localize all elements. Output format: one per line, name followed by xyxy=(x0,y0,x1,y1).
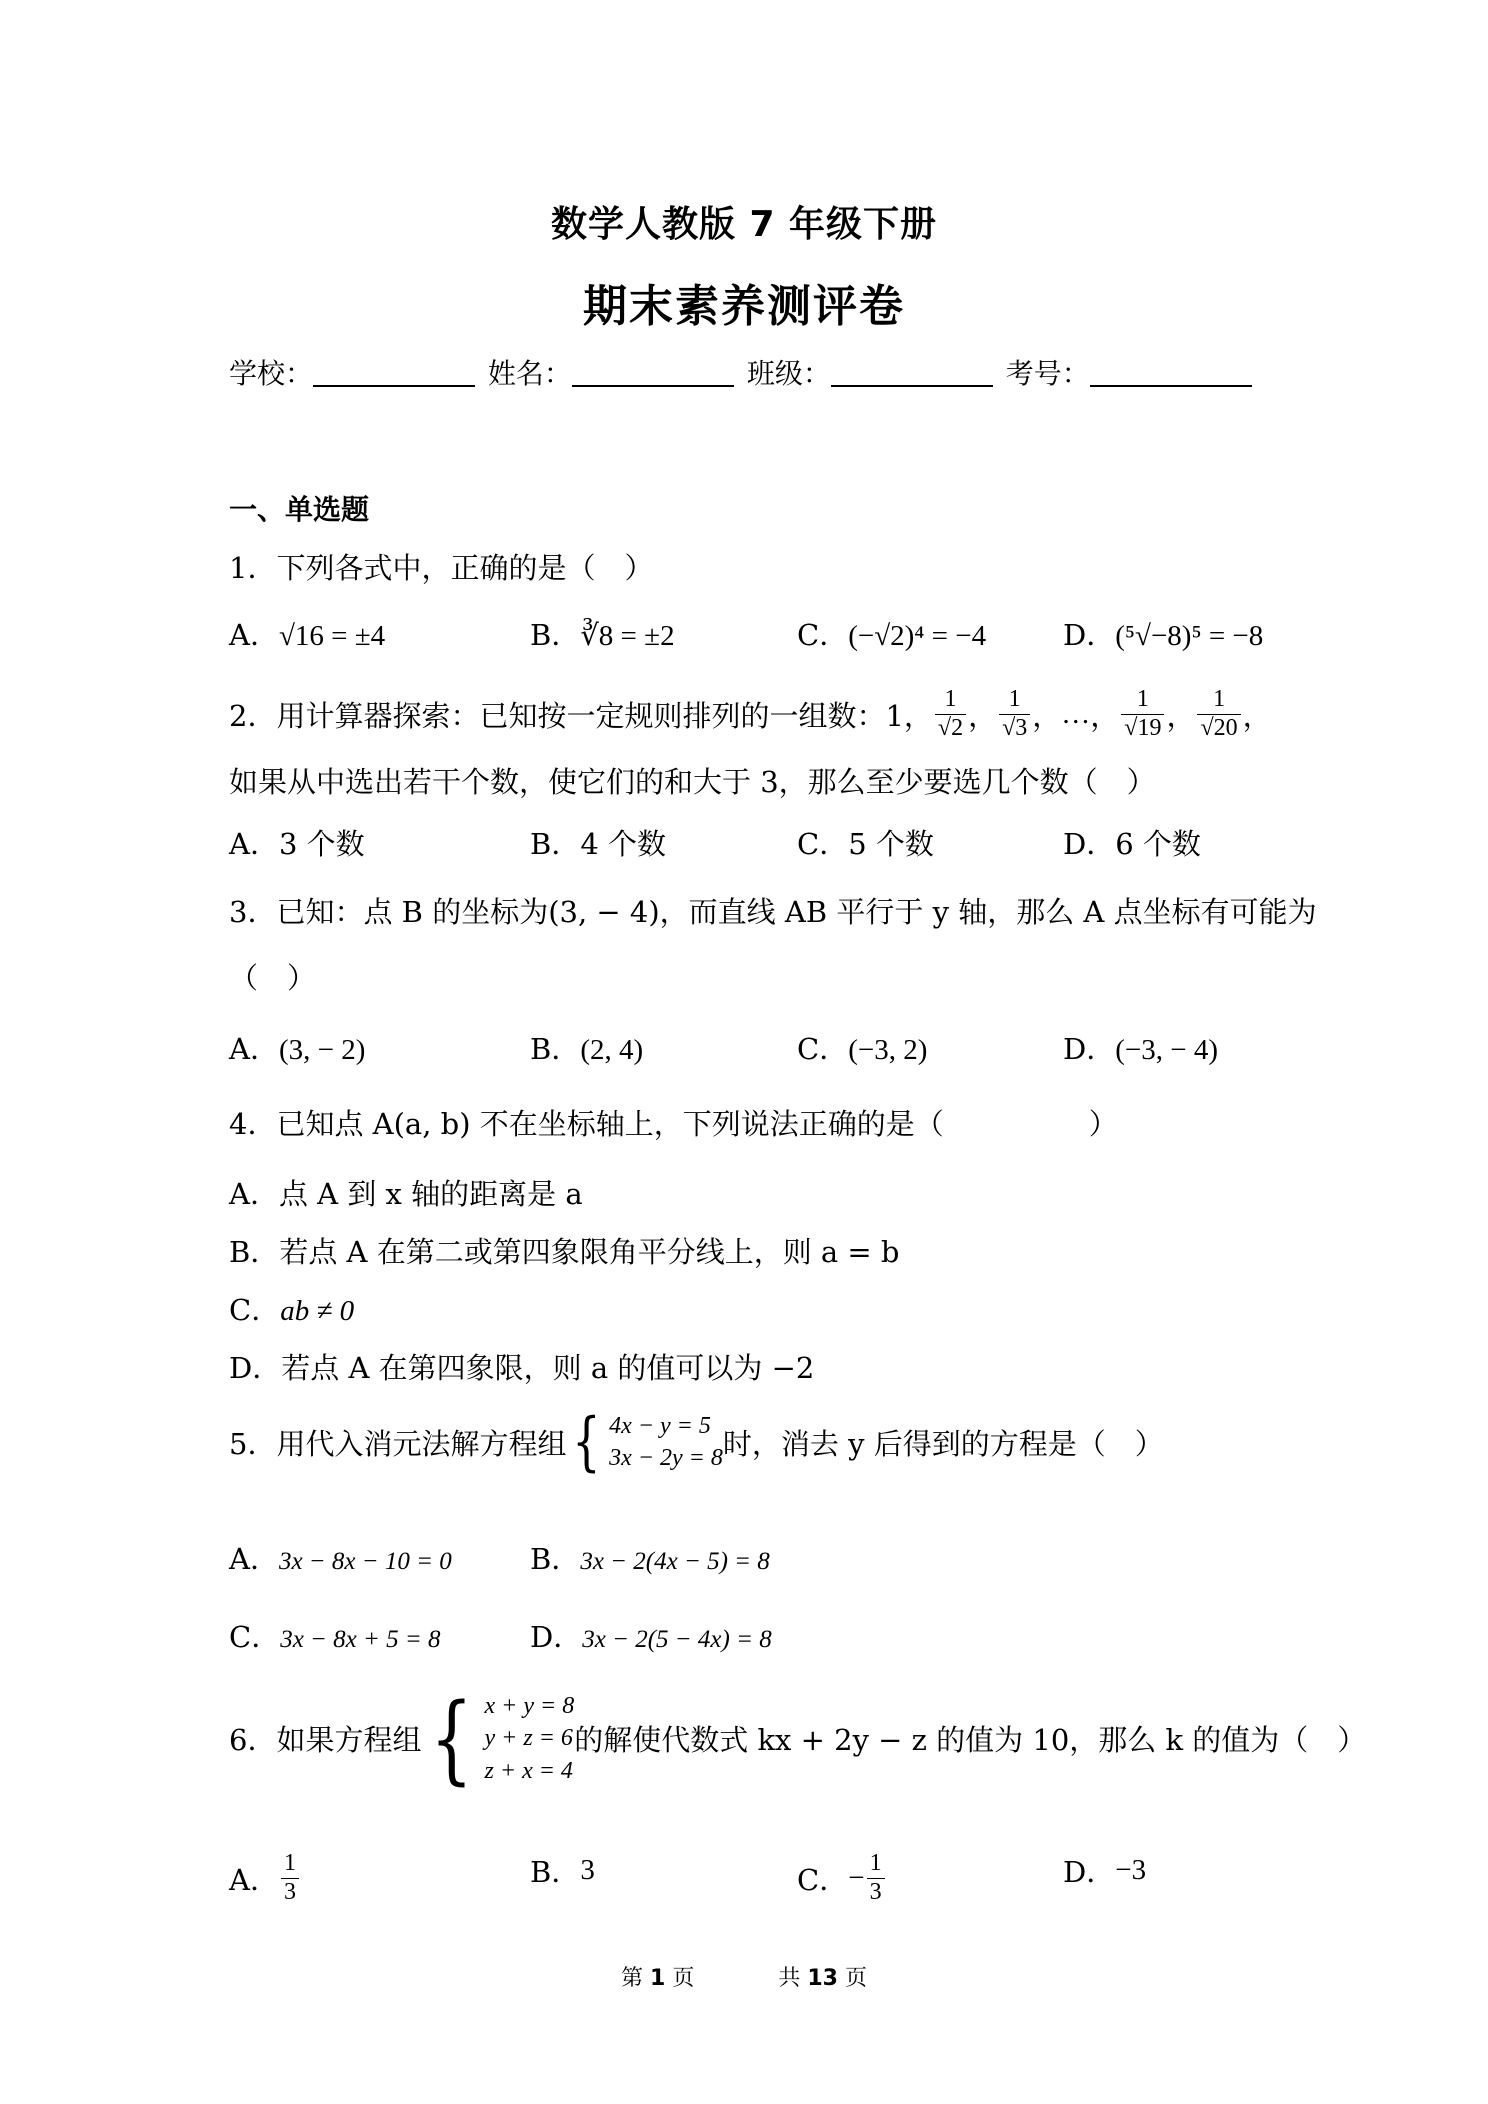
option-letter: D． xyxy=(229,1351,282,1385)
q6-stem-text-cont: 的解使代数式 kx + 2y − z 的值为 10，那么 k 的值为（ ） xyxy=(574,1723,1367,1758)
option-letter: A． xyxy=(229,618,279,652)
option-letter: A． xyxy=(229,1542,279,1576)
option-expr: −3 xyxy=(1115,1854,1147,1886)
option-expr: (2, 4) xyxy=(580,1034,644,1066)
class-blank[interactable] xyxy=(831,359,993,387)
school-blank[interactable] xyxy=(313,359,475,387)
option-expr: ∛8 = ±2 xyxy=(580,620,675,652)
footer-text: 页 xyxy=(672,1966,695,1991)
option-expr: 3x − 2(4x − 5) = 8 xyxy=(580,1548,770,1575)
option-letter: D． xyxy=(530,1620,583,1654)
option-letter: B． xyxy=(229,1235,280,1269)
option-letter: D． xyxy=(1063,1032,1116,1066)
fraction-term: $\frac{1}{√3}$ xyxy=(999,686,1030,742)
q2-stem-text: 2．用计算器探索：已知按一定规则排列的一组数：1， xyxy=(229,698,933,733)
fraction-term: $\frac{1}{√2}$ xyxy=(935,686,966,742)
option-letter: A． xyxy=(229,1177,279,1211)
option-expr: 6 个数 xyxy=(1115,827,1201,861)
equation: x + y = 8 xyxy=(484,1693,575,1719)
footer-text: 第 xyxy=(621,1966,644,1991)
option-expr: 3x − 8x + 5 = 8 xyxy=(280,1626,441,1653)
q5-option-d[interactable] xyxy=(530,1615,772,1656)
equation: y + z = 6 xyxy=(484,1725,573,1752)
question-3-stem: 3．已知：点 B 的坐标为(3, − 4)，而直线 AB 平行于 y 轴，那么 A 点坐标有可能为 xyxy=(229,895,1317,929)
option-letter: D． xyxy=(1063,618,1116,652)
name-label: 姓名： xyxy=(487,357,572,390)
option-letter: A． xyxy=(229,827,279,861)
fraction-term: $\frac{1}{√19}$ xyxy=(1121,686,1164,742)
option-letter: C． xyxy=(797,1032,849,1066)
q5-option-a[interactable] xyxy=(229,1537,452,1578)
option-letter: A． xyxy=(229,1032,279,1066)
school-label: 学校： xyxy=(229,357,314,390)
exam-number-label: 考号： xyxy=(1005,357,1090,390)
option-expr: 3x − 2(5 − 4x) = 8 xyxy=(582,1626,772,1653)
question-4-stem: 4．已知点 A(a, b) 不在坐标轴上，下列说法正确的是（ ） xyxy=(229,1107,1118,1141)
q3-option-a[interactable] xyxy=(229,1027,365,1068)
q5-stem-text: 5．用代入消元法解方程组 xyxy=(229,1426,567,1461)
q2-option-d[interactable] xyxy=(1063,822,1201,863)
total-pages: 13 xyxy=(807,1966,838,1991)
q3-option-b[interactable] xyxy=(530,1027,643,1068)
option-expr: √16 = ±4 xyxy=(278,620,386,652)
option-letter: B． xyxy=(530,827,581,861)
name-blank[interactable] xyxy=(572,359,734,387)
q1-option-a[interactable] xyxy=(229,613,385,654)
option-letter: A． xyxy=(229,1862,279,1897)
ellipsis: … xyxy=(1061,697,1091,730)
option-letter: C． xyxy=(797,618,849,652)
equation: 3x − 2y = 8 xyxy=(609,1445,723,1472)
option-expr: (−√2)⁴ = −4 xyxy=(848,620,987,652)
current-page: 1 xyxy=(650,1966,666,1991)
option-letter: D． xyxy=(1063,827,1116,861)
option-letter: C． xyxy=(229,1293,281,1327)
q3-option-c[interactable] xyxy=(797,1027,927,1068)
q1-option-b[interactable] xyxy=(530,613,675,654)
q6-option-c[interactable]: C． − $\frac{1}{3}$ xyxy=(797,1850,887,1906)
option-expr: (3, − 2) xyxy=(278,1034,366,1066)
footer-text: 页 xyxy=(844,1966,867,1991)
option-letter: B． xyxy=(530,1032,581,1066)
page-footer xyxy=(0,1961,1488,1992)
option-expr: 若点 A 在第四象限，则 a 的值可以为 −2 xyxy=(281,1351,815,1385)
option-expr: 点 A 到 x 轴的距离是 a xyxy=(278,1177,583,1211)
question-3-stem-cont: （ ） xyxy=(229,961,317,995)
option-letter: C． xyxy=(797,827,849,861)
question-1-stem: 1．下列各式中，正确的是（ ） xyxy=(229,551,654,585)
equation: 4x − y = 5 xyxy=(609,1413,711,1439)
option-letter: B． xyxy=(530,1542,581,1576)
equation: z + x = 4 xyxy=(484,1757,573,1784)
q2-option-c[interactable] xyxy=(797,822,934,863)
question-6-stem xyxy=(229,1682,1367,1795)
option-letter: C． xyxy=(229,1620,281,1654)
class-label: 班级： xyxy=(746,357,831,390)
q3-option-d[interactable] xyxy=(1063,1027,1218,1068)
q6-option-b[interactable] xyxy=(530,1850,595,1891)
option-letter: D． xyxy=(1063,1855,1116,1889)
option-expr: ab ≠ 0 xyxy=(280,1295,355,1327)
option-expr: 3 xyxy=(580,1854,595,1886)
section-heading: 一、单选题 xyxy=(229,493,370,526)
exam-number-blank[interactable] xyxy=(1090,359,1252,387)
fraction-term: $\frac{1}{√20}$ xyxy=(1197,686,1240,742)
option-expr: (−3, 2) xyxy=(848,1034,928,1066)
option-expr: 若点 A 在第二或第四象限角平分线上，则 a = b xyxy=(279,1235,900,1269)
q5-option-c[interactable] xyxy=(229,1615,441,1656)
option-expr: $\frac{1}{3}$ xyxy=(281,1850,299,1906)
q4-option-c[interactable] xyxy=(229,1288,354,1329)
footer-text: 共 xyxy=(778,1966,801,1991)
q4-option-d[interactable] xyxy=(229,1346,814,1387)
question-2-stem-cont: 如果从中选出若干个数，使它们的和大于 3，那么至少要选几个数（ ） xyxy=(229,765,1156,799)
q1-option-c[interactable] xyxy=(797,613,986,654)
option-expr: $\frac{1}{3}$ xyxy=(867,1850,885,1906)
question-2-stem: 2．用计算器探索：已知按一定规则排列的一组数：1， $\frac{1}{√2}$ ， $\frac{1}{√3}$ ， … ， $\frac{1}{√19}$ ， $\frac{1}{√20}$ ， xyxy=(229,686,1272,741)
equation-system: { 4x − y = 5 3x − 2y = 8 xyxy=(572,1405,723,1480)
option-expr: 3x − 8x − 10 = 0 xyxy=(278,1548,452,1575)
q6-stem-text: 6．如果方程组 xyxy=(229,1723,422,1758)
option-expr: (−3, − 4) xyxy=(1115,1034,1219,1066)
q4-option-a[interactable] xyxy=(229,1172,583,1213)
question-5-stem xyxy=(229,1405,1164,1480)
option-expr: 4 个数 xyxy=(580,827,666,861)
option-expr: 3 个数 xyxy=(278,827,365,861)
option-expr: (⁵√−8)⁵ = −8 xyxy=(1115,620,1264,652)
option-letter: B． xyxy=(530,618,581,652)
q5-stem-text-cont: 时，消去 y 后得到的方程是（ ） xyxy=(722,1426,1164,1461)
option-letter: C． xyxy=(797,1862,849,1897)
q4-option-b[interactable] xyxy=(229,1230,900,1271)
option-letter: B． xyxy=(530,1855,581,1889)
q5-option-b[interactable] xyxy=(530,1537,770,1578)
q6-option-d[interactable] xyxy=(1063,1850,1146,1891)
q1-option-d[interactable] xyxy=(1063,613,1263,654)
student-info-row xyxy=(229,352,1256,392)
equation-system: { x + y = 8 y + z = 6 z + x = 4 xyxy=(430,1682,575,1795)
exam-subtitle: 期末素养测评卷 xyxy=(583,281,905,332)
q6-option-a[interactable] xyxy=(229,1850,301,1906)
q2-option-b[interactable] xyxy=(530,822,666,863)
q2-option-a[interactable] xyxy=(229,822,365,863)
option-expr: 5 个数 xyxy=(848,827,934,861)
exam-title: 数学人教版 7 年级下册 xyxy=(550,204,938,245)
